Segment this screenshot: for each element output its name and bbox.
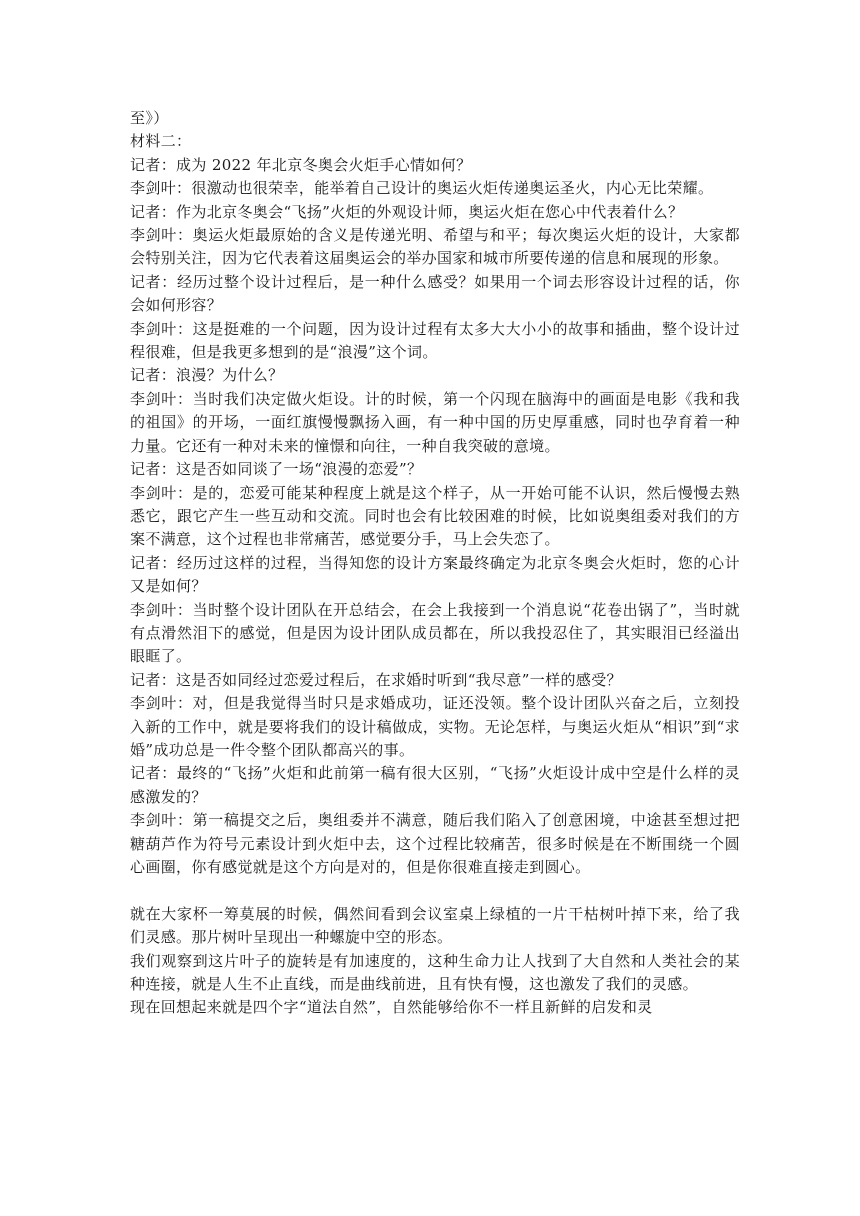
body-paragraph: 现在回想起来就是四个字“道法自然”，自然能够给你不一样且新鲜的启发和灵: [130, 998, 653, 1017]
interview-question: 记者：这是否如同经过恋爱过程后，在求婚时听到“我尽意”一样的感受？: [130, 670, 622, 689]
interview-question: 记者：经历过这样的过程，当得知您的设计方案最终确定为北京冬奥会火炬时，您的心计又是如何？: [130, 553, 740, 596]
interview-answer: 李剑叶：这是挺难的一个问题，因为设计过程有太多大大小小的故事和插曲，整个设计过程很难，但是我更多想到的是“浪漫”这个词。: [130, 319, 740, 362]
interview-question: 记者：最终的“飞扬”火炬和此前第一稿有很大区别，“飞扬”火炬设计成中空是什么样的灵感激发的？: [130, 764, 740, 806]
interview-answer: 李剑叶：第一稿提交之后，奥组委并不满意，随后我们陷入了创意困境，中途甚至想过把糖葫芦作为符号元素设计到火炬中去，这个过程比较痛苦，很多时候是在不断围绕一个圆心画圈，你有感觉就是这个方向是对的，但是你很难直接走到圆心。: [130, 811, 740, 876]
interview-answer: 李剑叶：很激动也很荣幸，能举着自己设计的奥运火炬传递奥运圣火，内心无比荣耀。: [130, 179, 714, 198]
interview-answer: 李剑叶：当时整个设计团队在开总结会，在会上我接到一个消息说“花卷出锅了”，当时就有点滑然泪下的感觉，但是因为设计团队成员都在，所以我投忍住了，其实眼泪已经溢出眼眶了。: [130, 600, 740, 666]
text-line: 至》）: [130, 109, 169, 127]
interview-question: 记者：成为 2022 年北京冬奥会火炬手心情如何？: [130, 155, 472, 174]
interview-answer: 李剑叶：对，但是我觉得当时只是求婚成功，证还没领。整个设计团队兴奋之后，立刻投入新的工作中，就是要将我们的设计稿做成，实物。无论怎样，与奥运火炬从“相识”到“求婚”成功总是一件令整个团队都高兴的事。: [130, 694, 740, 759]
interview-answer: 李剑叶：当时我们决定做火炬设。计的时候，第一个闪现在脑海中的画面是电影《我和我的祖国》的开场，一面红旗慢慢飘扬入画，有一种中国的历史厚重感，同时也孕育着一种力量。它还有一种对未来的憧憬和向往，一种自我突破的意境。: [130, 389, 740, 455]
interview-answer: 李剑叶：奥运火炬最原始的含义是传递光明、希望与和平；每次奥运火炬的设计，大家都会特别关注，因为它代表着这届奥运会的举办国家和城市所要传递的信息和展现的形象。: [130, 226, 740, 268]
interview-question: 记者：这是否如同谈了一场“浪漫的恋爱”？: [130, 460, 423, 479]
interview-question: 记者：经历过整个设计过程后，是一种什么感受？如果用一个词去形容设计过程的话，你会如何形容？: [130, 272, 740, 315]
interview-question: 记者：浪漫？为什么？: [130, 366, 284, 385]
interview-question: 记者：作为北京冬奥会“飞扬”火炬的外观设计师，奥运火炬在您心中代表着什么？: [130, 202, 684, 221]
body-paragraph: 就在大家杯一筹莫展的时候，偶然间看到会议室桌上绿植的一片干枯树叶掉下来，给了我们灵感。那片树叶呈现出一种螺旋中空的形态。: [130, 904, 740, 947]
blank-line: [130, 879, 740, 902]
section-heading: 材料二：: [130, 132, 192, 151]
document-body: [130, 107, 740, 1020]
body-paragraph: 我们观察到这片叶子的旋转是有加速度的，这种生命力让人找到了大自然和人类社会的某种连接，就是人生不止直线，而是曲线前进，且有快有慢，这也激发了我们的灵感。: [130, 951, 740, 994]
interview-answer: 李剑叶：是的，恋爱可能某种程度上就是这个样子，从一开始可能不认识，然后慢慢去熟悉它，跟它产生一些互动和交流。同时也会有比较困难的时候，比如说奥组委对我们的方案不满意，这个过程也非常痛苦，感觉要分手，马上会失恋了。: [130, 483, 740, 549]
